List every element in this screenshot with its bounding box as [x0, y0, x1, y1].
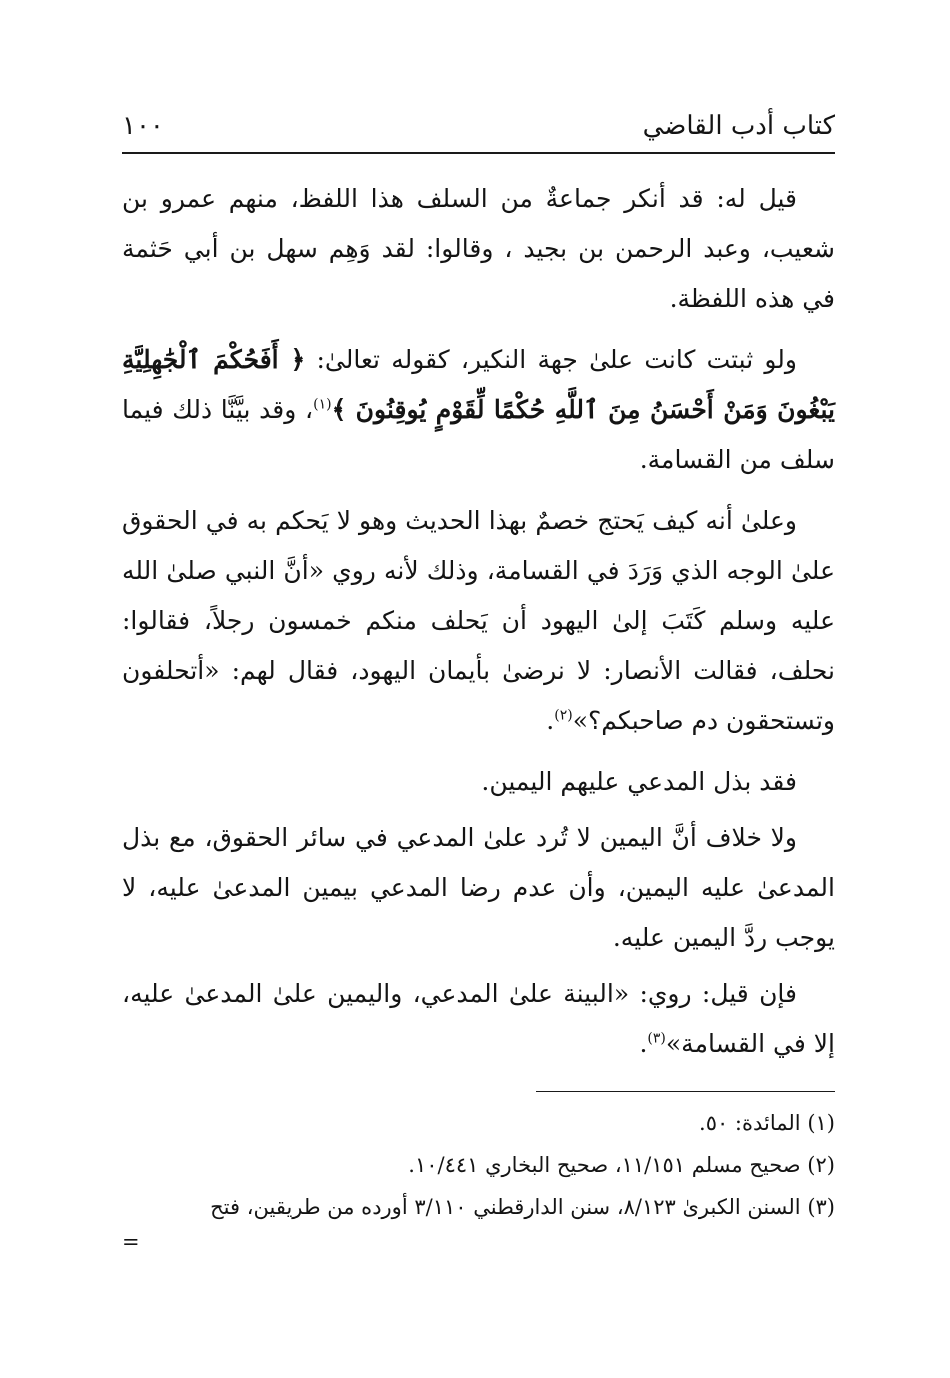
- paragraph-2: [122, 335, 835, 485]
- footnotes: [122, 1102, 835, 1256]
- paragraph-2-lead: ولو ثبتت كانت علىٰ جهة النكير، كقوله تعالىٰ:: [305, 345, 798, 374]
- header-rule: [122, 152, 835, 154]
- paragraph-1: [122, 174, 835, 324]
- paragraph-3-tail: .: [546, 706, 555, 735]
- footnote-separator: [536, 1091, 835, 1092]
- footnote-continuation-mark: =: [122, 1230, 140, 1254]
- footnote-ref-1: (١): [313, 396, 332, 413]
- footnote-ref-2: (٢): [554, 707, 573, 724]
- paragraph-6-tail: .: [639, 1029, 648, 1058]
- paragraph-3: [122, 496, 835, 746]
- quran-verse: ﴿ أَفَحُكْمَ ٱلْجَٰهِلِيَّةِ يَبْغُونَ وَمَنْ أَحْسَنُ مِنَ ٱللَّهِ حُكْمًا لِّقَوْمٍ يُوقِنُونَ ﴾: [122, 345, 835, 424]
- footnote-2: (٢) صحيح مسلم ١١/١٥١، صحيح البخاري ١٠/٤٤١.: [408, 1153, 835, 1177]
- paragraph-3-text: وعلىٰ أنه كيف يَحتج خصمٌ بهذا الحديث وهو لا يَحكم به في الحقوق علىٰ الوجه الذي وَرَدَ في القسامة، وذلك لأنه روي «أنَّ النبي صلىٰ الله عليه وسلم كَتَبَ إلىٰ اليهود أن يَحلف منكم خمسون رجلاً، فقالوا: نحلف، فقالت الأنصار: لا نرضىٰ بأيمان اليهود، فقال لهم: «أتحلفون وتستحقون دم صاحبكم؟»: [122, 506, 835, 735]
- footnote-ref-3: (٣): [647, 1030, 666, 1047]
- footnote-3: (٣) السنن الكبرىٰ ٨/١٢٣، سنن الدارقطني ٣/١١٠ أورده من طريقين، فتح: [210, 1195, 835, 1219]
- main-text: [122, 174, 835, 1080]
- page-number: ١٠٠: [122, 111, 164, 141]
- paragraph-4: [122, 757, 835, 807]
- paragraph-6-text: فإن قيل: روي: «البينة علىٰ المدعي، واليمين علىٰ المدعىٰ عليه، إلا في القسامة»: [122, 979, 835, 1058]
- paragraph-5: [122, 813, 835, 963]
- paragraph-5-text: ولا خلاف أنَّ اليمين لا تُرد علىٰ المدعي في سائر الحقوق، مع بذل المدعىٰ عليه اليمين، وأن عدم رضا المدعي بيمين المدعىٰ عليه، لا يوجب ردَّ اليمين عليه.: [122, 823, 835, 952]
- paragraph-2-tail: ، وقد بيَّنَّا ذلك فيما سلف من القسامة.: [122, 395, 835, 474]
- page-header: [122, 104, 835, 148]
- running-title: كتاب أدب القاضي: [642, 111, 835, 141]
- paragraph-4-text: فقد بذل المدعي عليهم اليمين.: [481, 767, 797, 796]
- paragraph-6: [122, 969, 835, 1069]
- paragraph-1-text: قيل له: قد أنكر جماعةٌ من السلف هذا اللفظ، منهم عمرو بن شعيب، وعبد الرحمن بن بجيد ، وقالوا: لقد وَهِم سهل بن أبي حَثمة في هذه اللفظة.: [122, 184, 835, 313]
- footnote-1: (١) المائدة: ٥٠.: [699, 1111, 835, 1135]
